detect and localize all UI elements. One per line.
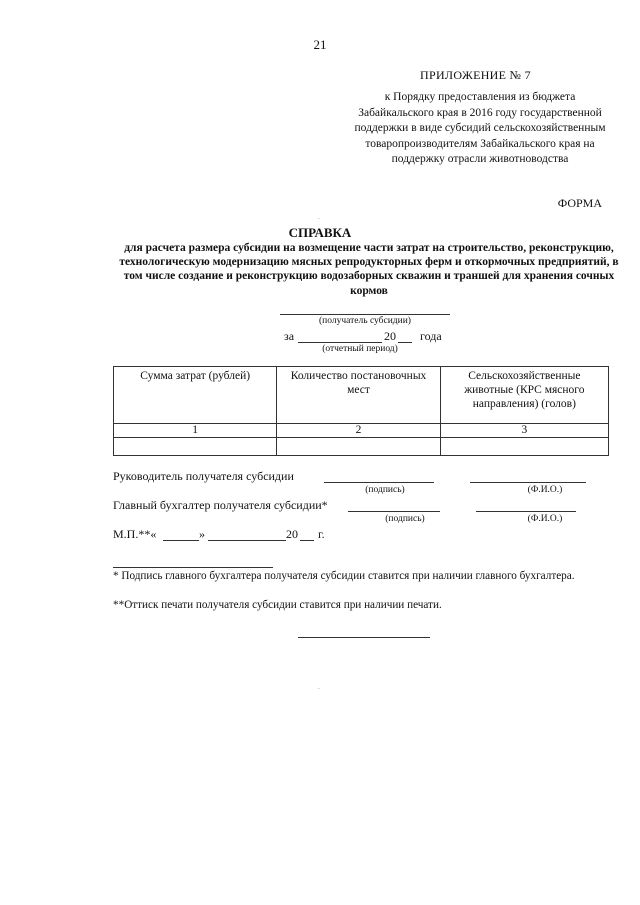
header-places: Количество постановочных мест: [277, 367, 440, 424]
period-year: 20: [384, 329, 396, 343]
table-cell-places[interactable]: [277, 438, 440, 456]
document-title: СПРАВКА: [288, 225, 352, 240]
column-number: 1: [114, 424, 277, 438]
head-signature-caption: (подпись): [365, 485, 405, 495]
period-year-line[interactable]: [398, 342, 412, 343]
document-subtitle: для расчета размера субсидии на возмещение части затрат на строительство, реконструкцию, технологическую модернизацию мясных репродукторных ферм и откормочных предприятий, в том числе создание и реконструкцию водозаборных скважин и траншей для хранения сочных кормов: [119, 242, 619, 297]
seal-prefix: М.П.**«: [113, 527, 157, 541]
accountant-name-line[interactable]: [476, 511, 576, 512]
scan-dot: .: [318, 683, 320, 691]
seal-quote-close: »: [199, 527, 205, 541]
header-cost: Сумма затрат (рублей): [114, 367, 277, 424]
seal-month-line[interactable]: [208, 540, 286, 541]
header-animals: Сельскохозяйственные животные (КРС мясного направления) (голов): [440, 367, 608, 424]
recipient-line[interactable]: [280, 314, 450, 315]
period-caption: (отчетный период): [322, 344, 398, 354]
accountant-signature-caption: (подпись): [385, 514, 425, 524]
footnote-accountant: * Подпись главного бухгалтера получателя субсидии ставится при наличии главного бухгалтера.: [113, 570, 575, 582]
accountant-label: Главный бухгалтер получателя субсидии*: [113, 498, 328, 512]
calculation-table: [113, 366, 609, 456]
appendix-subtitle: к Порядку предоставления из бюджета Забайкальского края в 2016 году государственной поддержки в виде субсидий сельскохозяйственным товаропроизводителям Забайкальского края на поддержку отрасли животноводства: [354, 91, 606, 166]
appendix-title: ПРИЛОЖЕНИЕ № 7: [420, 68, 531, 82]
column-number: 2: [277, 424, 440, 438]
footnote-seal: **Оттиск печати получателя субсидии ставится при наличии печати.: [113, 599, 442, 611]
accountant-name-caption: (Ф.И.О.): [527, 514, 563, 524]
footnote-separator: [113, 567, 273, 568]
seal-year-line[interactable]: [300, 540, 314, 541]
column-number: 3: [440, 424, 608, 438]
table-cell-cost[interactable]: [114, 438, 277, 456]
period-line[interactable]: [298, 342, 382, 343]
head-name-caption: (Ф.И.О.): [527, 485, 563, 495]
head-signature-line[interactable]: [324, 482, 434, 483]
accountant-signature-line[interactable]: [348, 511, 440, 512]
head-name-line[interactable]: [470, 482, 586, 483]
table-cell-animals[interactable]: [440, 438, 608, 456]
period-suffix: года: [420, 329, 442, 343]
seal-year: 20: [286, 527, 298, 541]
seal-day-line[interactable]: [163, 540, 199, 541]
recipient-caption: (получатель субсидии): [319, 316, 411, 326]
form-label: ФОРМА: [557, 196, 602, 210]
end-of-form-line: [298, 637, 430, 638]
head-label: Руководитель получателя субсидии: [113, 469, 294, 483]
scan-dot: .: [318, 213, 320, 221]
seal-suffix: г.: [318, 527, 325, 541]
page-number: 21: [313, 37, 327, 52]
period-prefix: за: [284, 329, 295, 343]
